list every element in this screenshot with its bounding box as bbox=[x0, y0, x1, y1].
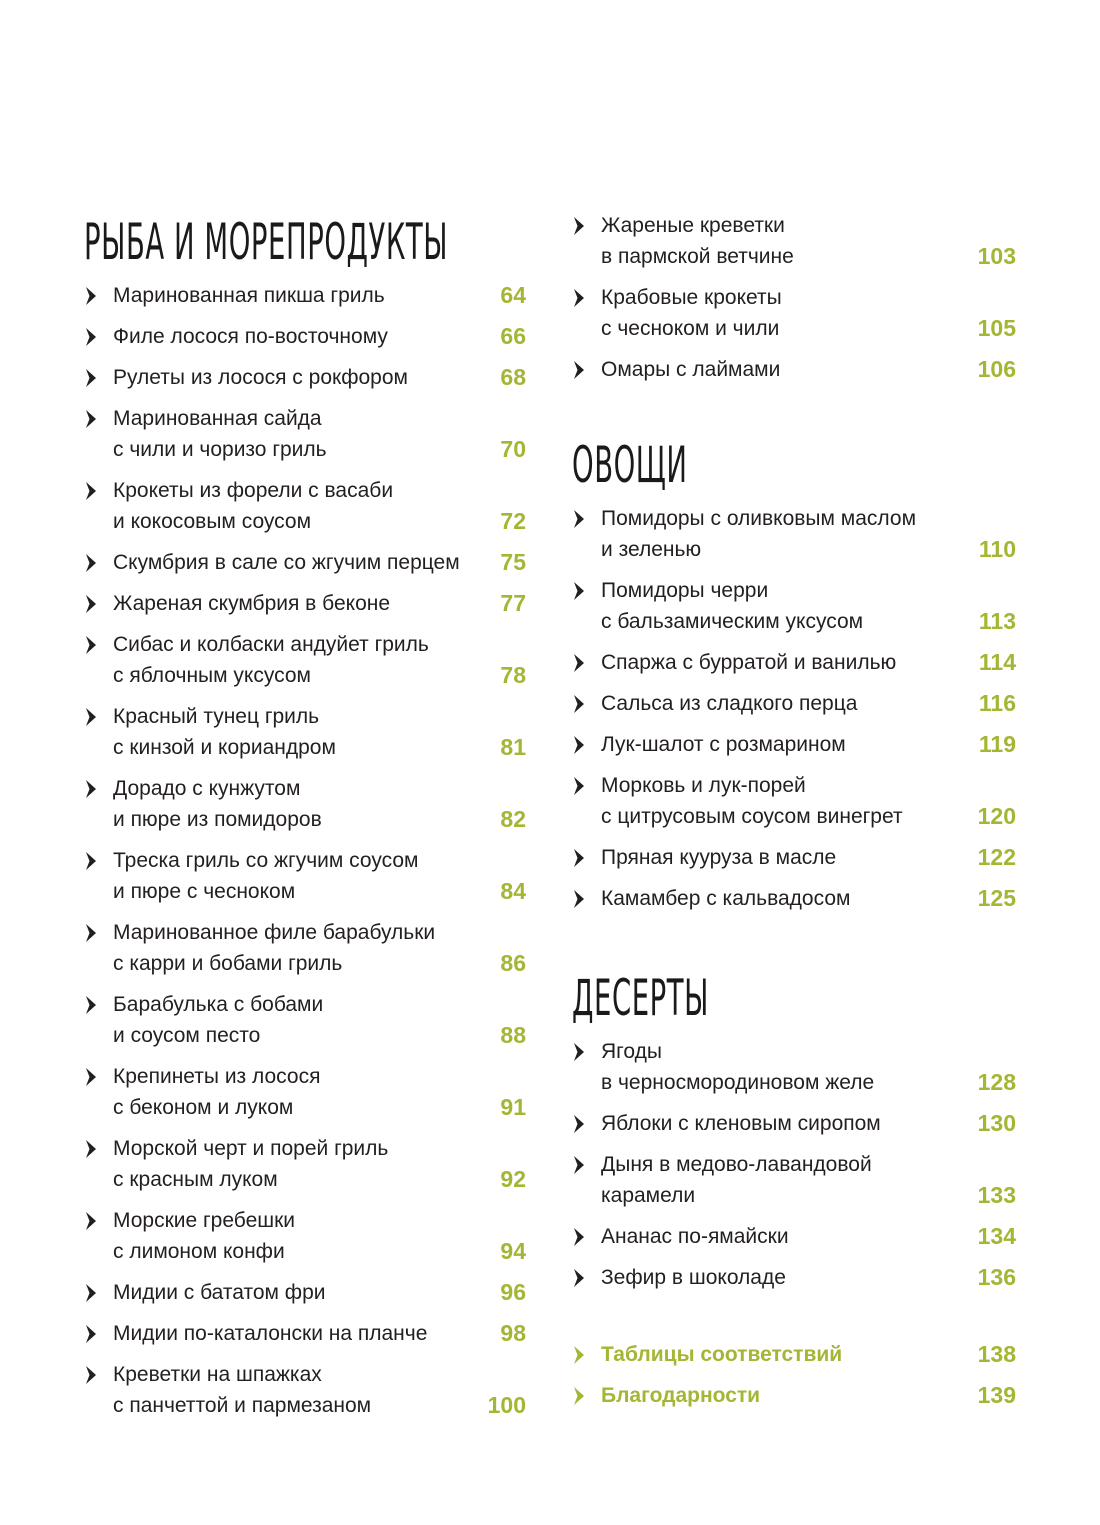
chevron-right-icon bbox=[572, 581, 586, 601]
page-number: 88 bbox=[500, 1022, 526, 1048]
page-number: 64 bbox=[500, 282, 526, 308]
toc-entry-title bbox=[601, 354, 1016, 385]
toc-entry bbox=[84, 1205, 526, 1267]
toc-entry bbox=[572, 282, 1016, 344]
toc-entry bbox=[84, 917, 526, 979]
page-number: 98 bbox=[500, 1320, 526, 1346]
chevron-right-icon bbox=[572, 1227, 586, 1247]
page-number: 77 bbox=[500, 590, 526, 616]
toc-list-desserts bbox=[572, 1036, 1016, 1293]
toc-entry bbox=[572, 770, 1016, 832]
page-number: 138 bbox=[977, 1341, 1016, 1367]
toc-entry-title bbox=[601, 729, 1016, 760]
section-title-vegetables: ОВОЩИ bbox=[572, 436, 688, 494]
right-column bbox=[572, 210, 1016, 1421]
chevron-right-icon bbox=[572, 1042, 586, 1062]
chevron-right-icon bbox=[84, 327, 98, 347]
toc-entry-title bbox=[113, 588, 526, 619]
toc-entry-line: Помидоры с оливковым маслом bbox=[601, 507, 917, 530]
toc-entry-title bbox=[113, 917, 526, 979]
page-number: 110 bbox=[978, 536, 1016, 562]
page-number: 100 bbox=[487, 1392, 526, 1418]
page-number: 68 bbox=[500, 364, 526, 390]
toc-entry-title bbox=[601, 210, 1016, 272]
toc-entry-line: Маринованная пикша гриль bbox=[113, 284, 385, 307]
toc-entry-line: Морской черт и порей гриль bbox=[113, 1137, 389, 1160]
page-number: 114 bbox=[978, 649, 1016, 675]
toc-entry-line: Спаржа с бурратой и ванилью bbox=[601, 651, 897, 674]
toc-entry-title bbox=[113, 1061, 526, 1123]
toc-entry-title bbox=[601, 1262, 1016, 1293]
toc-entry-line: с красным луком bbox=[113, 1168, 278, 1191]
page-number: 96 bbox=[500, 1279, 526, 1305]
page-number: 70 bbox=[500, 436, 526, 462]
chevron-right-icon bbox=[84, 1324, 98, 1344]
toc-entry bbox=[572, 1221, 1016, 1252]
toc-entry-line: Мидии по-каталонски на планче bbox=[113, 1322, 428, 1345]
toc-entry-line: с карри и бобами гриль bbox=[113, 952, 343, 975]
chevron-right-icon bbox=[572, 1155, 586, 1175]
toc-entry-title bbox=[113, 1205, 526, 1267]
toc-entry-title bbox=[601, 282, 1016, 344]
toc-entry-line: Рулеты из лосося с рокфором bbox=[113, 366, 408, 389]
chevron-right-icon bbox=[572, 694, 586, 714]
chevron-right-icon bbox=[572, 1268, 586, 1288]
toc-entry bbox=[84, 1061, 526, 1123]
toc-entry-line: Помидоры черри bbox=[601, 579, 769, 602]
toc-entry-line: Жареные креветки bbox=[601, 214, 785, 237]
toc-entry bbox=[84, 845, 526, 907]
page-number: 66 bbox=[500, 323, 526, 349]
page-number: 81 bbox=[500, 734, 526, 760]
toc-entry-line: в черносмородиновом желе bbox=[601, 1071, 875, 1094]
toc-list-extras bbox=[572, 1339, 1016, 1411]
toc-entry-line: Треска гриль со жгучим соусом bbox=[113, 849, 419, 872]
toc-entry-line: Морковь и лук-порей bbox=[601, 774, 806, 797]
toc-entry-line: Крокеты из форели с васаби bbox=[113, 479, 394, 502]
page-number: 134 bbox=[977, 1223, 1016, 1249]
page-number: 120 bbox=[977, 803, 1016, 829]
toc-entry-title bbox=[113, 1277, 526, 1308]
chevron-right-icon bbox=[84, 1139, 98, 1159]
toc-entry-title bbox=[601, 1108, 1016, 1139]
page-number: 92 bbox=[500, 1166, 526, 1192]
page-number: 119 bbox=[978, 731, 1016, 757]
toc-entry-line: Таблицы соответствий bbox=[601, 1343, 843, 1366]
toc-entry-title bbox=[601, 575, 1016, 637]
chevron-right-icon bbox=[572, 653, 586, 673]
toc-entry-title bbox=[601, 842, 1016, 873]
chevron-right-icon bbox=[84, 286, 98, 306]
toc-entry bbox=[572, 1108, 1016, 1139]
toc-entry-line: с бальзамическим уксусом bbox=[601, 610, 864, 633]
chevron-right-icon bbox=[84, 779, 98, 799]
chevron-right-icon bbox=[84, 1365, 98, 1385]
toc-entry bbox=[572, 354, 1016, 385]
toc-entry-line: Лук-шалот с розмарином bbox=[601, 733, 846, 756]
chevron-right-icon bbox=[572, 509, 586, 529]
toc-entry-line: Сальса из сладкого перца bbox=[601, 692, 858, 715]
chevron-right-icon bbox=[84, 409, 98, 429]
toc-entry bbox=[572, 842, 1016, 873]
page-number: 106 bbox=[977, 356, 1016, 382]
toc-entry-line: с чили и чоризо гриль bbox=[113, 438, 327, 461]
toc-entry-line: Омары с лаймами bbox=[601, 358, 781, 381]
toc-entry-line: Дорадо с кунжутом bbox=[113, 777, 301, 800]
toc-entry bbox=[84, 701, 526, 763]
toc-entry-line: Красный тунец гриль bbox=[113, 705, 320, 728]
toc-entry-title bbox=[113, 403, 526, 465]
toc-entry-line: и соусом песто bbox=[113, 1024, 261, 1047]
toc-entry-line: Крепинеты из лосося bbox=[113, 1065, 321, 1088]
toc-entry-title bbox=[113, 629, 526, 691]
chevron-right-icon bbox=[84, 1283, 98, 1303]
toc-entry-title bbox=[601, 1149, 1016, 1211]
chevron-right-icon bbox=[84, 923, 98, 943]
toc-entry bbox=[84, 403, 526, 465]
page-number: 113 bbox=[978, 608, 1016, 634]
toc-entry-title bbox=[113, 321, 526, 352]
chevron-right-icon bbox=[84, 481, 98, 501]
page-number: 136 bbox=[977, 1264, 1016, 1290]
chevron-right-icon bbox=[572, 1345, 586, 1365]
page-number: 130 bbox=[977, 1110, 1016, 1136]
toc-entry-title bbox=[113, 701, 526, 763]
toc-entry-line: Маринованная сайда bbox=[113, 407, 322, 430]
section-title-fish: РЫБА И МОРЕПРОДУКТЫ bbox=[84, 213, 449, 271]
toc-entry-title bbox=[601, 770, 1016, 832]
toc-entry bbox=[84, 362, 526, 393]
toc-entry-line: Жареная скумбрия в беконе bbox=[113, 592, 391, 615]
chevron-right-icon bbox=[572, 848, 586, 868]
page-number: 94 bbox=[500, 1238, 526, 1264]
toc-entry-title bbox=[113, 773, 526, 835]
toc-entry-line: с лимоном конфи bbox=[113, 1240, 285, 1263]
page-number: 103 bbox=[977, 243, 1016, 269]
toc-entry bbox=[84, 629, 526, 691]
toc-entry bbox=[84, 475, 526, 537]
toc-entry-title bbox=[601, 1221, 1016, 1252]
toc-entry bbox=[572, 688, 1016, 719]
toc-entry-title bbox=[113, 1359, 526, 1421]
chevron-right-icon bbox=[84, 1211, 98, 1231]
toc-entry-line: Маринованное филе барабульки bbox=[113, 921, 436, 944]
toc-entry-title bbox=[601, 1380, 1016, 1411]
toc-entry bbox=[572, 1149, 1016, 1211]
page-number: 91 bbox=[500, 1094, 526, 1120]
toc-entry-title bbox=[601, 883, 1016, 914]
toc-entry-line: Крабовые крокеты bbox=[601, 286, 782, 309]
toc-entry bbox=[84, 547, 526, 578]
toc-entry-line: и кокосовым соусом bbox=[113, 510, 312, 533]
toc-entry-title bbox=[601, 688, 1016, 719]
toc-entry-line: Сибас и колбаски андуйет гриль bbox=[113, 633, 429, 656]
toc-entry bbox=[572, 647, 1016, 678]
toc-entry bbox=[572, 503, 1016, 565]
toc-entry-title bbox=[113, 1318, 526, 1349]
toc-entry bbox=[84, 1359, 526, 1421]
chevron-right-icon bbox=[572, 1114, 586, 1134]
chevron-right-icon bbox=[572, 1386, 586, 1406]
chevron-right-icon bbox=[84, 1067, 98, 1087]
page-number: 78 bbox=[500, 662, 526, 688]
page-number: 133 bbox=[977, 1182, 1016, 1208]
toc-entry bbox=[84, 1277, 526, 1308]
toc-entry-line: Морские гребешки bbox=[113, 1209, 296, 1232]
toc-entry bbox=[84, 773, 526, 835]
toc-entry bbox=[84, 588, 526, 619]
toc-entry-line: в пармской ветчине bbox=[601, 245, 794, 268]
toc-entry-line: Филе лосося по-восточному bbox=[113, 325, 388, 348]
toc-entry-line: с панчеттой и пармезаном bbox=[113, 1394, 372, 1417]
chevron-right-icon bbox=[572, 360, 586, 380]
chevron-right-icon bbox=[572, 288, 586, 308]
toc-entry-line: Креветки на шпажках bbox=[113, 1363, 322, 1386]
toc-entry-line: Камамбер с кальвадосом bbox=[601, 887, 851, 910]
toc-entry-line: с беконом и луком bbox=[113, 1096, 294, 1119]
toc-entry-line: с чесноком и чили bbox=[601, 317, 780, 340]
toc-entry bbox=[572, 1036, 1016, 1098]
toc-entry-line: Пряная куурузa в масле bbox=[601, 846, 837, 869]
section-title-desserts: ДЕСЕРТЫ bbox=[572, 969, 709, 1027]
page-number: 84 bbox=[500, 878, 526, 904]
toc-list-vegetables bbox=[572, 503, 1016, 914]
chevron-right-icon bbox=[84, 594, 98, 614]
toc-entry bbox=[572, 883, 1016, 914]
toc-entry-line: Ананас по-ямайски bbox=[601, 1225, 789, 1248]
toc-entry-line: карамели bbox=[601, 1184, 696, 1207]
toc-entry bbox=[84, 321, 526, 352]
toc-entry-title bbox=[113, 547, 526, 578]
toc-entry bbox=[572, 575, 1016, 637]
left-column bbox=[84, 210, 526, 1431]
page-number: 116 bbox=[978, 690, 1016, 716]
toc-entry-line: Ягоды bbox=[601, 1040, 662, 1063]
toc-entry bbox=[572, 1339, 1016, 1370]
chevron-right-icon bbox=[84, 368, 98, 388]
page-number: 72 bbox=[500, 508, 526, 534]
toc-entry-title bbox=[601, 1339, 1016, 1370]
toc-entry-line: Зефир в шоколаде bbox=[601, 1266, 786, 1289]
page-number: 122 bbox=[977, 844, 1016, 870]
toc-entry bbox=[84, 1133, 526, 1195]
chevron-right-icon bbox=[84, 707, 98, 727]
toc-entry-title bbox=[113, 1133, 526, 1195]
chevron-right-icon bbox=[84, 995, 98, 1015]
chevron-right-icon bbox=[84, 635, 98, 655]
chevron-right-icon bbox=[572, 735, 586, 755]
page-number: 105 bbox=[977, 315, 1016, 341]
toc-entry bbox=[572, 1262, 1016, 1293]
toc-entry-line: и пюре из помидоров bbox=[113, 808, 322, 831]
toc-entry bbox=[84, 1318, 526, 1349]
chevron-right-icon bbox=[84, 553, 98, 573]
toc-entry-title bbox=[601, 647, 1016, 678]
toc-entry-line: Мидии с бататом фри bbox=[113, 1281, 326, 1304]
page-number: 139 bbox=[977, 1382, 1016, 1408]
toc-entry-title bbox=[601, 503, 1016, 565]
toc-entry-title bbox=[113, 475, 526, 537]
toc-entry-line: и пюре с чесноком bbox=[113, 880, 296, 903]
toc-entry-line: Скумбрия в сале со жгучим перцем bbox=[113, 551, 460, 574]
chevron-right-icon bbox=[84, 851, 98, 871]
toc-entry-line: Дыня в медово-лавандовой bbox=[601, 1153, 872, 1176]
toc-list-fish bbox=[84, 280, 526, 1421]
toc-entry-line: Яблоки с кленовым сиропом bbox=[601, 1112, 881, 1135]
toc-entry-title bbox=[113, 845, 526, 907]
page-number: 128 bbox=[977, 1069, 1016, 1095]
toc-entry bbox=[572, 729, 1016, 760]
toc-entry bbox=[84, 280, 526, 311]
toc-entry bbox=[572, 1380, 1016, 1411]
chevron-right-icon bbox=[572, 889, 586, 909]
toc-entry-line: с цитрусовым соусом винегрет bbox=[601, 805, 903, 828]
toc-entry-title bbox=[113, 362, 526, 393]
chevron-right-icon bbox=[572, 776, 586, 796]
toc-entry-line: с яблочным уксусом bbox=[113, 664, 311, 687]
toc-entry-title bbox=[113, 989, 526, 1051]
page-number: 75 bbox=[500, 549, 526, 575]
toc-entry bbox=[572, 210, 1016, 272]
page-number: 82 bbox=[500, 806, 526, 832]
toc-entry-line: и зеленью bbox=[601, 538, 702, 561]
toc-list-fish-continued bbox=[572, 210, 1016, 385]
toc-entry-line: Барабулька с бобами bbox=[113, 993, 324, 1016]
toc-entry bbox=[84, 989, 526, 1051]
toc-entry-title bbox=[601, 1036, 1016, 1098]
page-number: 86 bbox=[500, 950, 526, 976]
toc-entry-line: Благодарности bbox=[601, 1384, 761, 1407]
toc-entry-line: с кинзой и кориандром bbox=[113, 736, 336, 759]
page-number: 125 bbox=[977, 885, 1016, 911]
chevron-right-icon bbox=[572, 216, 586, 236]
toc-entry-title bbox=[113, 280, 526, 311]
